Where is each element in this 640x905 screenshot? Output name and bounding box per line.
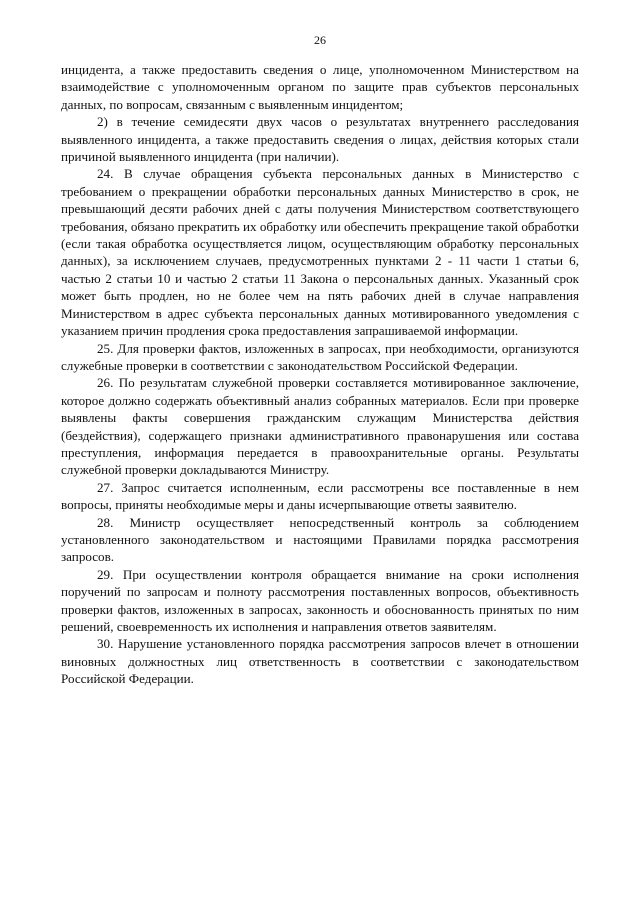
paragraph-26: 26. По результатам служебной проверки составляется мотивированное заключение, которое должно содержать объективный анализ собранных материалов. Если при проверке выявлены факты совершения гражданским служащим Министерства действия (бездействия), содержащего признаки административного правонарушения или состава преступления, информация передается в правоохранительные органы. Результаты служебной проверки докладываются Министру. bbox=[61, 375, 579, 478]
paragraph-25: 25. Для проверки фактов, изложенных в запросах, при необходимости, организуются служебные проверки в соответствии с законодательством Российской Федерации. bbox=[61, 340, 579, 373]
paragraph-30: 30. Нарушение установленного порядка рассмотрения запросов влечет в отношении виновных должностных лиц ответственность в соответствии с законодательством Российской Федерации. bbox=[61, 636, 579, 687]
paragraph-28: 28. Министр осуществляет непосредственный контроль за соблюдением установленного законодательством и настоящими Правилами порядка рассмотрения запросов. bbox=[61, 514, 579, 565]
paragraph-2: 2) в течение семидесяти двух часов о результатах внутреннего расследования выявленного инцидента, а также предоставить сведения о лицах, действия которых стали причиной выявленного инцидента (при наличии). bbox=[61, 114, 579, 165]
paragraph-24: 24. В случае обращения субъекта персональных данных в Министерство с требованием о прекращении обработки персональных данных Министерство в срок, не превышающий десяти рабочих дней с даты получения Министерством соответствующего требования, обязано прекратить их обработку или обеспечить прекращение такой обработки (если такая обработка осуществляется лицом, осуществляющим обработку персональных данных), за исключением случаев, предусмотренных пунктами 2 - 11 части 1 статьи 6, частью 2 статьи 10 и частью 2 статьи 11 Закона о персональных данных. Указанный срок может быть продлен, но не более чем на пять рабочих дней в случае направления Министерством в адрес субъекта персональных данных мотивированного уведомления с указанием причин продления срока предоставления запрашиваемой информации. bbox=[61, 166, 580, 339]
document-body bbox=[61, 61, 579, 688]
paragraph-27: 27. Запрос считается исполненным, если рассмотрены все поставленные в нем вопросы, приняты необходимые меры и даны исчерпывающие ответы заявителю. bbox=[61, 479, 579, 513]
page-number: 26 bbox=[314, 33, 326, 47]
paragraph-continuation: инцидента, а также предоставить сведения о лице, уполномоченном Министерством на взаимодействие с уполномоченным органом по защите прав субъектов персональных данных, по вопросам, связанным с выявленным инцидентом; bbox=[61, 62, 579, 112]
paragraph-29: 29. При осуществлении контроля обращается внимание на сроки исполнения поручений по запросам и полноту рассмотрения поставленных вопросов, объективность проверки фактов, изложенных в запросах, законность и обоснованность принятых по ним решений, своевременность их исполнения и направления ответов заявителям. bbox=[61, 566, 579, 634]
